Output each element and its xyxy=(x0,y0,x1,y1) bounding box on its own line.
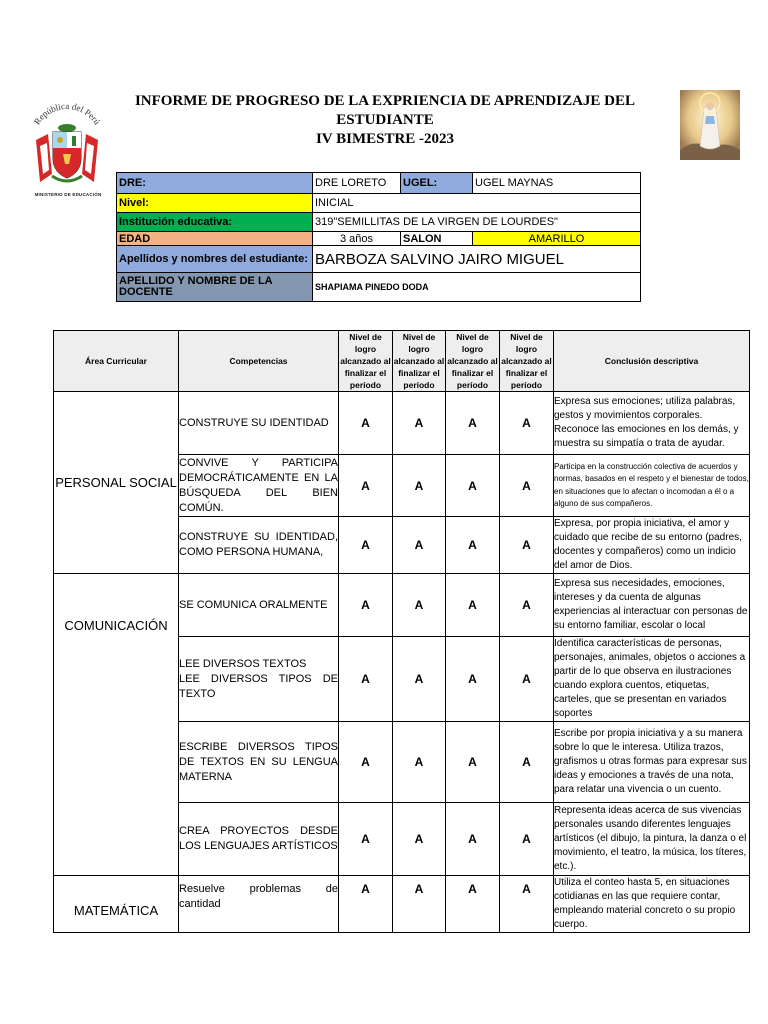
conclusion: Utiliza el conteo hasta 5, en situaciones cotidianas en las que requiere contar, empleando material concreto o su propio cuerpo. xyxy=(554,876,750,933)
peru-coat-of-arms-logo xyxy=(22,90,112,200)
competencia: SE COMUNICA ORALMENTE xyxy=(179,574,339,637)
table-row xyxy=(54,574,750,637)
grade: A xyxy=(446,392,500,455)
title-line-1: INFORME DE PROGRESO DE LA EXPRIENCIA DE APRENDIZAJE DEL xyxy=(134,93,636,109)
dre-label: DRE: xyxy=(117,173,313,194)
header-nivel-2: Nivel de logro alcanzado al finalizar el período xyxy=(393,332,445,390)
grade: A xyxy=(339,876,393,933)
competencia: Resuelve problemas de cantidad xyxy=(179,876,339,933)
grade: A xyxy=(393,455,446,517)
dre-value: DRE LORETO xyxy=(313,173,401,194)
teacher-name: SHAPIAMA PINEDO DODA xyxy=(313,273,641,302)
ugel-value: UGEL MAYNAS xyxy=(473,173,641,194)
student-name: BARBOZA SALVINO JAIRO MIGUEL xyxy=(313,246,641,273)
conclusion: Expresa sus emociones; utiliza palabras, gestos y movimientos corporales. Reconoce las emociones en los demás, y muestra su simpatía o trata de ayudar. xyxy=(554,392,750,455)
competencia-line-2: LEE DIVERSOS TIPOS DE TEXTO xyxy=(179,672,338,700)
conclusion: Expresa sus necesidades, emociones, intereses y da cuenta de algunas experiencias al interactuar con personas de su entorno familiar, escolar o local xyxy=(554,574,750,637)
nivel-label: Nivel: xyxy=(117,194,313,213)
teacher-label: APELLIDO Y NOMBRE DE LA DOCENTE xyxy=(117,273,313,302)
grade: A xyxy=(446,637,500,722)
header-nivel-1: Nivel de logro alcanzado al finalizar el período xyxy=(340,332,391,390)
logo-arc-text: República del Perú xyxy=(31,100,103,127)
title-line-2: ESTUDIANTE xyxy=(336,112,434,128)
grade: A xyxy=(393,637,446,722)
header-competencias: Competencias xyxy=(179,331,339,392)
area-matematica: MATEMÁTICA xyxy=(54,876,179,933)
header-nivel-4: Nivel de logro alcanzado al finalizar el período xyxy=(501,332,552,390)
conclusion: Expresa, por propia iniciativa, el amor y cuidado que recibe de su entorno (padres, docentes y compañeros) como un indicio del amor de Dios. xyxy=(554,517,750,574)
competencia-line-1: LEE DIVERSOS TEXTOS xyxy=(179,657,307,670)
grade: A xyxy=(393,876,446,933)
grade: A xyxy=(339,455,393,517)
salon-label: SALON xyxy=(401,232,473,246)
table-row xyxy=(54,876,750,933)
grade: A xyxy=(500,455,554,517)
grade: A xyxy=(339,637,393,722)
edad-label: EDAD xyxy=(117,232,313,246)
competencia: CONVIVE Y PARTICIPA DEMOCRÁTICAMENTE EN LA BÚSQUEDA DEL BIEN COMÚN. xyxy=(179,455,339,517)
grade: A xyxy=(500,803,554,876)
institution-label: Institución educativa: xyxy=(117,213,313,232)
grade: A xyxy=(393,517,446,574)
grade: A xyxy=(446,574,500,637)
grade: A xyxy=(393,574,446,637)
grade: A xyxy=(500,517,554,574)
logo-caption: MINISTERIO DE EDUCACIÓN xyxy=(34,192,102,197)
student-info-table xyxy=(116,172,641,302)
edad-value: 3 años xyxy=(313,232,401,246)
conclusion: Escribe por propia iniciativa y a su manera sobre lo que le interesa. Utiliza trazos, grafismos u otras formas para expresar sus ideas y emociones a través de una nota, para relatar una vivencia o un cuento. xyxy=(554,722,750,803)
grade: A xyxy=(339,517,393,574)
header-conclusion: Conclusión descriptiva xyxy=(554,331,750,392)
table-row xyxy=(54,392,750,455)
ugel-label: UGEL: xyxy=(401,173,473,194)
grade: A xyxy=(339,392,393,455)
virgin-of-lourdes-image xyxy=(680,90,740,160)
conclusion: Participa en la construcción colectiva de acuerdos y normas, basados en el respeto y el bienestar de todos, en situaciones que lo afectan o incomodan a él o a alguno de sus compañeros. xyxy=(554,455,750,517)
student-label: Apellidos y nombres del estudiante: xyxy=(117,246,313,273)
grade: A xyxy=(446,876,500,933)
conclusion: Representa ideas acerca de sus vivencias personales usando diferentes lenguajes artísticos (el dibujo, la pintura, la danza o el movimiento, el teatro, la música, los títeres, etc.). xyxy=(554,803,750,876)
conclusion: Identifica características de personas, personajes, animales, objetos o acciones a partir de lo que observa en ilustraciones cuando explora cuentos, etiquetas, carteles, que se presentan en variados soportes xyxy=(554,637,750,722)
grade: A xyxy=(446,803,500,876)
grade: A xyxy=(500,392,554,455)
title-line-3: IV BIMESTRE -2023 xyxy=(315,131,455,147)
grade: A xyxy=(500,574,554,637)
competencia: ESCRIBE DIVERSOS TIPOS DE TEXTOS EN SU LENGUA MATERNA xyxy=(179,722,339,803)
header-nivel-3: Nivel de logro alcanzado al finalizar el período xyxy=(447,332,498,390)
grade: A xyxy=(446,722,500,803)
grade: A xyxy=(339,722,393,803)
salon-value: AMARILLO xyxy=(473,232,641,246)
grade: A xyxy=(393,722,446,803)
report-title xyxy=(120,92,650,149)
grade: A xyxy=(500,876,554,933)
area-personal-social: PERSONAL SOCIAL xyxy=(54,392,179,574)
grade: A xyxy=(339,574,393,637)
grade: A xyxy=(446,455,500,517)
competencia: CREA PROYECTOS DESDE LOS LENGUAJES ARTÍSTICOS xyxy=(179,803,339,876)
grade: A xyxy=(446,517,500,574)
competencia: CONSTRUYE SU IDENTIDAD xyxy=(179,392,339,455)
competencia: CONSTRUYE SU IDENTIDAD, COMO PERSONA HUMANA, xyxy=(179,517,339,574)
header-area: Área Curricular xyxy=(54,331,179,392)
competencia xyxy=(179,637,339,722)
institution-value: 319"SEMILLITAS DE LA VIRGEN DE LOURDES" xyxy=(313,213,641,232)
nivel-value: INICIAL xyxy=(313,194,641,213)
grade: A xyxy=(339,803,393,876)
grade: A xyxy=(393,392,446,455)
area-comunicacion: COMUNICACIÓN xyxy=(54,574,179,876)
grade: A xyxy=(393,803,446,876)
grade: A xyxy=(500,722,554,803)
grade: A xyxy=(500,637,554,722)
svg-text:República del Perú xyxy=(32,101,103,127)
progress-table xyxy=(53,330,750,933)
